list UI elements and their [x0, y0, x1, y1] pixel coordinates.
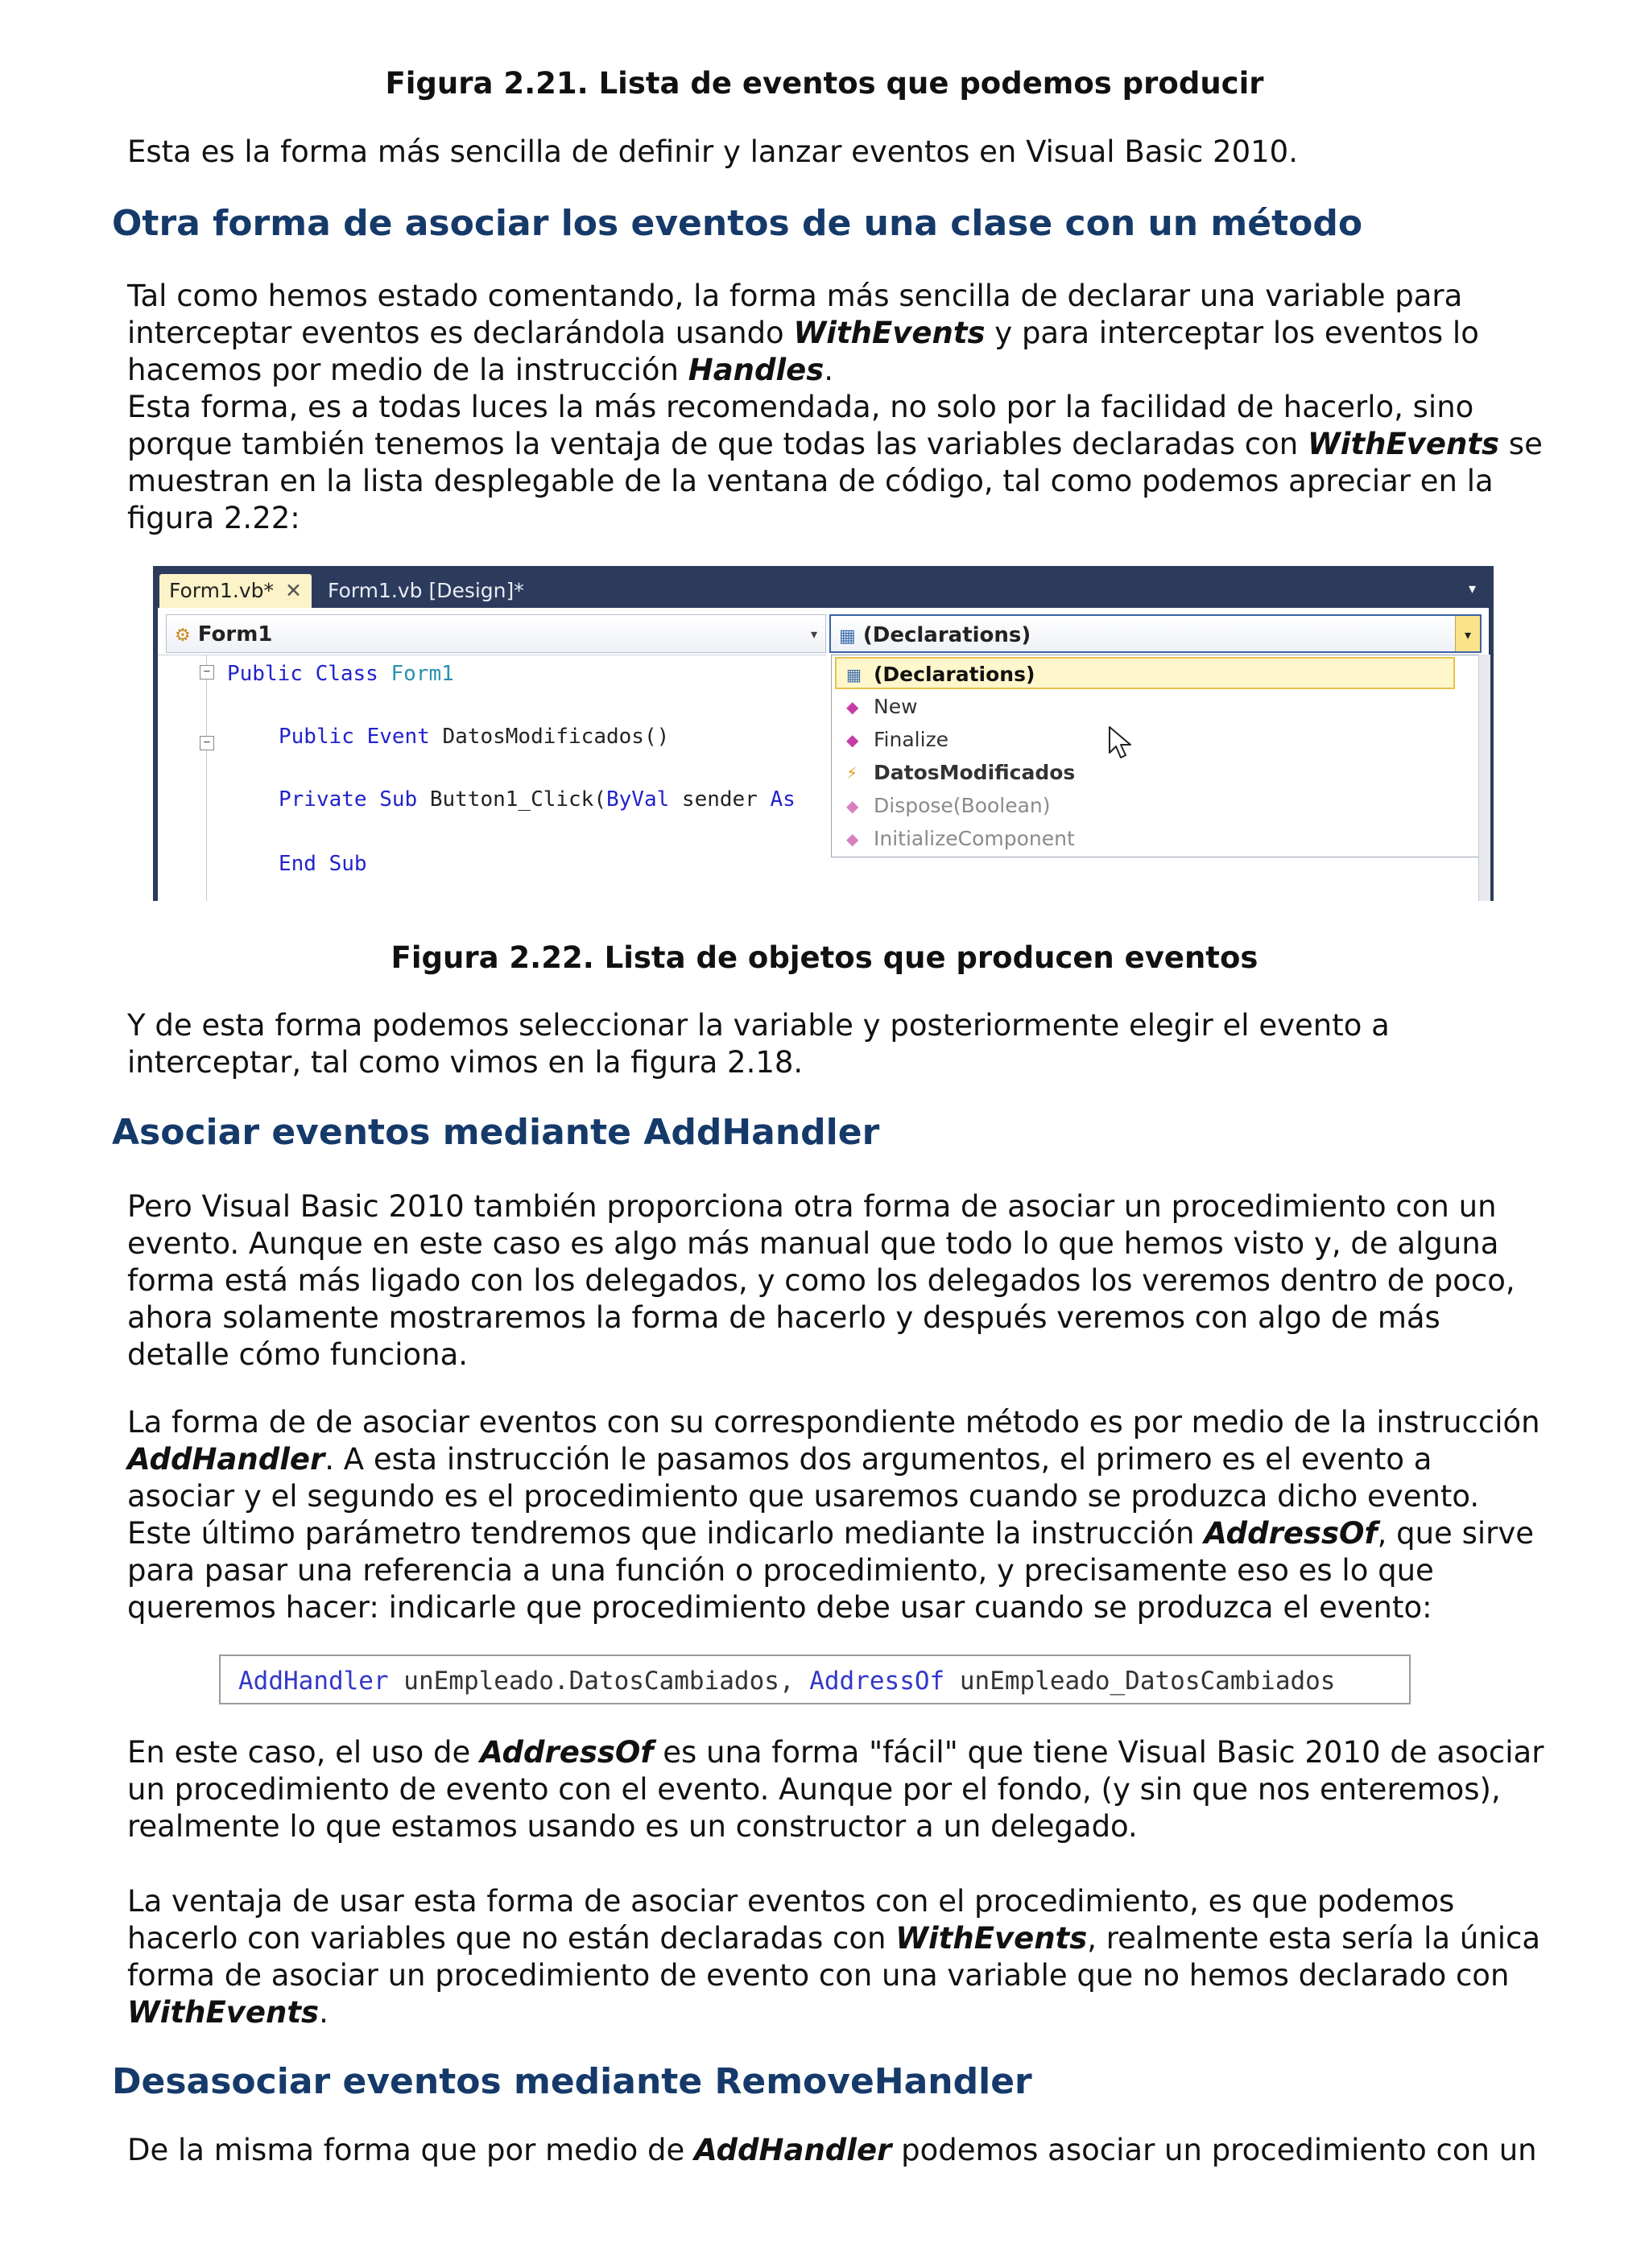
section2-paragraph-3	[127, 1734, 1544, 1845]
kw-addhandler: AddHandler	[127, 1442, 325, 1477]
item-label: DatosModificados	[874, 761, 1076, 784]
section-heading-addhandler: Asociar eventos mediante AddHandler	[112, 1112, 880, 1153]
member-dropdown-list[interactable]	[831, 655, 1481, 857]
section3-p1	[127, 2132, 1544, 2169]
declarations-icon: ▦	[846, 665, 862, 684]
dropdown-item-dispose[interactable]	[837, 790, 1051, 822]
code-text: unEmpleado_DatosCambiados	[944, 1667, 1336, 1696]
dropdown-item-declarations[interactable]	[835, 657, 1455, 689]
keyword: Public Event	[279, 725, 443, 749]
kw-withevents: WithEvents	[127, 1995, 320, 2030]
kw-addressof: AddressOf	[480, 1735, 654, 1770]
method-name-combobox[interactable]	[829, 614, 1482, 653]
keyword: End Sub	[279, 852, 367, 876]
tab-form1-design[interactable]: Form1.vb [Design]*	[328, 579, 524, 602]
code-keyword: AddHandler	[238, 1667, 389, 1696]
code-line	[279, 787, 796, 812]
outline-gutter	[206, 655, 207, 901]
text: Esta forma, es a todas luces la más recomendada, no solo por la facilidad de hacerlo, sino porque también tenemos la ventaja de que todas las variables declaradas con	[127, 390, 1474, 461]
section2-paragraph-4	[127, 1883, 1544, 2031]
keyword: Public Class	[227, 662, 391, 686]
section3-paragraph-1	[127, 2132, 1544, 2169]
item-label: InitializeComponent	[874, 827, 1075, 850]
section1-p1	[127, 278, 1544, 389]
after-figure-text: Y de esta forma podemos seleccionar la variable y posteriormente elegir el evento a interceptar, tal como vimos en la figura 2.18.	[127, 1008, 1390, 1080]
event-lightning-icon: ⚡	[846, 763, 858, 783]
mouse-pointer-icon	[1108, 725, 1135, 761]
text: se muestran en la lista desplegable de la ventana de código, tal como podemos apreciar en la figura 2.22:	[127, 427, 1543, 535]
section2-p3	[127, 1734, 1544, 1845]
dropdown-item-datosmodificados[interactable]	[837, 757, 1075, 789]
method-icon: ◆	[846, 697, 859, 717]
method-icon: ◆	[846, 796, 859, 816]
kw-addressof: AddressOf	[1204, 1516, 1378, 1551]
code-line	[227, 662, 454, 686]
item-label: (Declarations)	[874, 663, 1035, 686]
collapse-icon[interactable]: −	[200, 736, 214, 750]
kw-addhandler: AddHandler	[694, 2133, 892, 2167]
code-keyword: AddressOf	[809, 1667, 945, 1696]
section-heading-removehandler: Desasociar eventos mediante RemoveHandler	[112, 2061, 1032, 2102]
kw-handles: Handles	[688, 353, 824, 387]
dropdown-item-new[interactable]	[837, 691, 918, 723]
close-icon[interactable]: ✕	[285, 579, 302, 602]
text: , realmente esta sería la única forma de asociar un procedimiento de evento con una variable que no hemos declarado con	[127, 1921, 1541, 1993]
method-icon: ◆	[846, 829, 859, 849]
section-heading-otra-forma: Otra forma de asociar los eventos de una clase con un método	[112, 203, 1363, 244]
item-label: Finalize	[874, 728, 949, 751]
text: .	[319, 1995, 329, 2030]
keyword: ByVal	[606, 787, 670, 812]
text: La ventaja de usar esta forma de asociar eventos con el procedimiento, es que podemos hacerlo con variables que no están declaradas con	[127, 1884, 1455, 1956]
after-figure-paragraph	[127, 1007, 1544, 1081]
section2-p4	[127, 1883, 1544, 2031]
editor-scrollbar[interactable]	[1478, 655, 1490, 901]
dropdown-item-finalize[interactable]	[837, 724, 948, 756]
text: .	[824, 353, 834, 387]
declarations-icon: ▦	[839, 626, 856, 647]
class-icon: ⚙	[175, 626, 191, 646]
code-editor	[158, 608, 1489, 901]
combo-value: (Declarations)	[862, 623, 1031, 647]
ide-screenshot	[153, 566, 1494, 901]
section1-paragraph-1	[127, 278, 1544, 537]
text: De la misma forma que por medio de	[127, 2133, 695, 2167]
tab-label: Form1.vb*	[169, 579, 274, 602]
text: En este caso, el uso de	[127, 1735, 481, 1770]
code-line	[279, 852, 367, 876]
figure-2-21-caption: Figura 2.21. Lista de eventos que podemos producir	[385, 66, 1264, 101]
item-label: New	[874, 695, 918, 718]
figure-2-22-caption: Figura 2.22. Lista de objetos que producen eventos	[391, 940, 1258, 975]
keyword: As	[770, 787, 796, 812]
intro-text: Esta es la forma más sencilla de definir y lanzar eventos en Visual Basic 2010.	[127, 134, 1298, 169]
combo-value: Form1	[197, 622, 273, 647]
tab-form1-vb[interactable]	[159, 574, 312, 608]
identifier: DatosModificados()	[442, 725, 670, 749]
text: podemos asociar un procedimiento con un	[891, 2133, 1537, 2167]
text: Tal como hemos estado comentando, la forma más sencilla de declarar una variable para interceptar eventos es declarándola usando	[127, 279, 1463, 350]
code-text: unEmpleado.DatosCambiados,	[388, 1667, 810, 1696]
text: . A esta instrucción le pasamos dos argumentos, el primero es el evento a asociar y el segundo es el procedimiento que usaremos cuando se produzca dicho evento. Este último parámetro tendremos que indicarlo mediante la instrucción	[127, 1442, 1480, 1551]
code-line	[279, 725, 669, 749]
section2-paragraph-2	[127, 1404, 1544, 1626]
tab-overflow-dropdown-icon[interactable]: ▾	[1468, 580, 1476, 597]
kw-withevents: WithEvents	[895, 1921, 1088, 1956]
item-label: Dispose(Boolean)	[874, 794, 1051, 817]
section1-p2	[127, 389, 1544, 537]
identifier: sender	[669, 787, 771, 812]
code-area[interactable]	[158, 655, 826, 901]
text: y para interceptar los eventos lo hacemos por medio de la instrucción	[127, 316, 1479, 387]
section2-paragraph-1	[127, 1188, 1544, 1374]
kw-withevents: WithEvents	[1307, 427, 1500, 461]
text: La forma de de asociar eventos con su correspondiente método es por medio de la instrucción	[127, 1405, 1540, 1440]
section2-p1: Pero Visual Basic 2010 también proporciona otra forma de asociar un procedimiento con un evento. Aunque en este caso es algo más manual que todo lo que hemos visto y, de alguna forma está más ligado con los delegados, y como los delegados los veremos dentro de poco, ahora solamente mostraremos la forma de hacerlo y después veremos con algo de más detalle cómo funciona.	[127, 1189, 1515, 1372]
collapse-icon[interactable]: −	[200, 665, 214, 680]
section2-p2	[127, 1404, 1544, 1626]
code-example-box	[219, 1655, 1411, 1704]
chevron-down-icon[interactable]: ▾	[810, 626, 817, 642]
method-icon: ◆	[846, 730, 859, 750]
text: , que sirve para pasar una referencia a una función o procedimiento, y precisamente eso es lo que queremos hacer: indicarle que procedimiento debe usar cuando se produzca el evento:	[127, 1516, 1535, 1625]
keyword: Private Sub	[279, 787, 430, 812]
kw-withevents: WithEvents	[793, 316, 986, 350]
class-name-combobox[interactable]	[166, 614, 826, 653]
text: es una forma "fácil" que tiene Visual Basic 2010 de asociar un procedimiento de evento con el evento. Aunque por el fondo, (y sin que nos enteremos), realmente lo que estamos usando es un constructor a un delegado.	[127, 1735, 1544, 1844]
type-name: Form1	[391, 662, 454, 686]
identifier: Button1_Click(	[429, 787, 606, 812]
dropdown-item-initializecomponent[interactable]	[837, 823, 1075, 855]
intro-paragraph	[127, 134, 1544, 171]
chevron-down-icon[interactable]: ▾	[1455, 616, 1480, 651]
